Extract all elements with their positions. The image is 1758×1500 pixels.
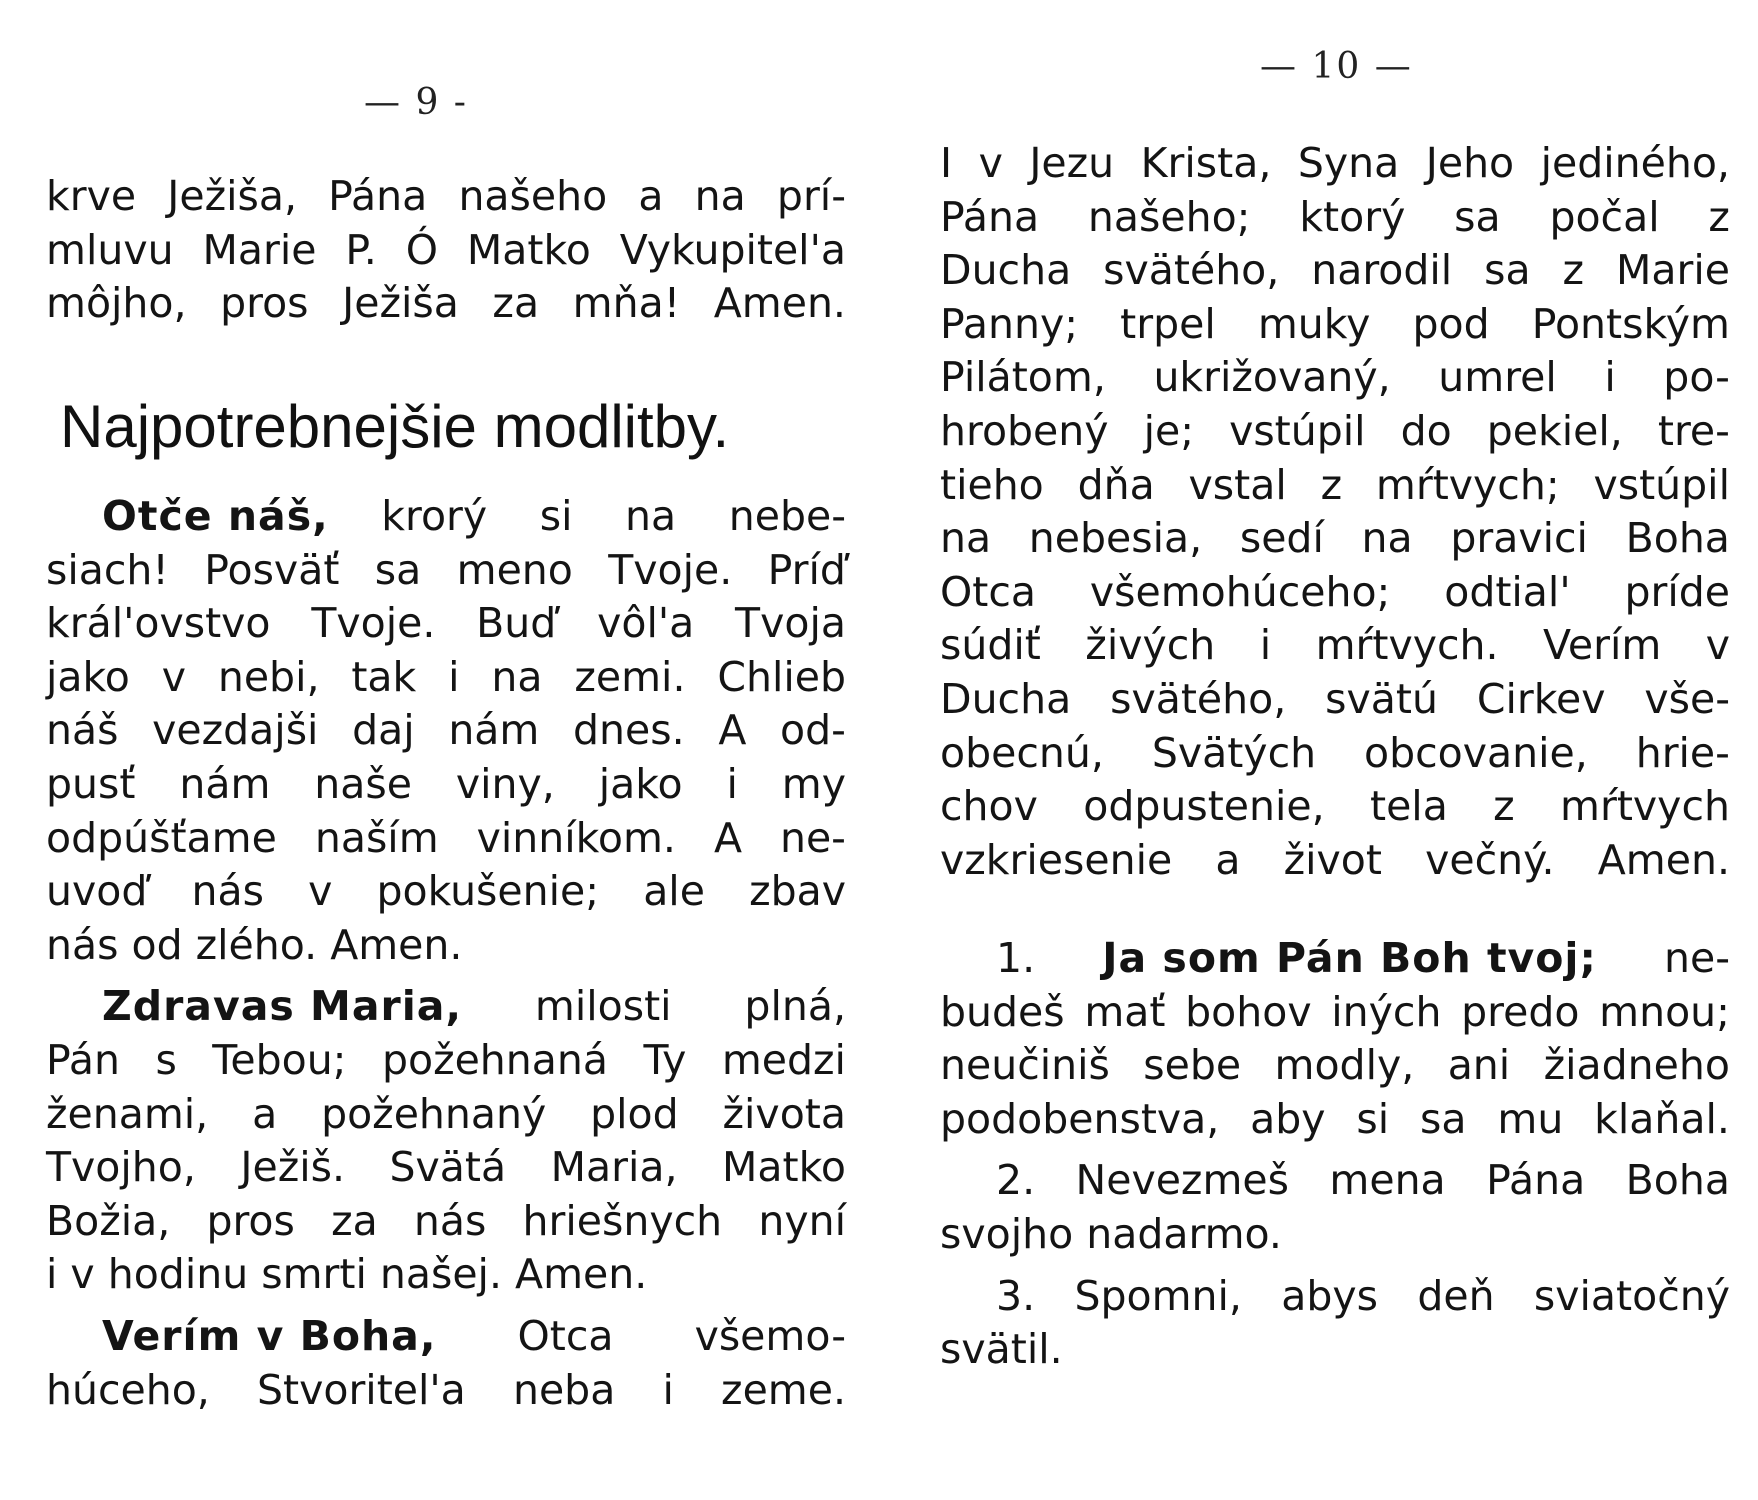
word: bohov	[1185, 987, 1312, 1036]
word: tak	[351, 652, 417, 701]
text-line	[46, 1088, 846, 1142]
word: z	[1493, 782, 1515, 831]
word: Marie	[1615, 246, 1730, 295]
paragraph-gap	[940, 1262, 1730, 1270]
word: v	[1705, 621, 1730, 670]
word: pod	[1412, 299, 1490, 348]
text-line	[46, 865, 846, 919]
word: Syna	[1297, 139, 1400, 187]
word: nebesia,	[1028, 514, 1203, 563]
word: požehnaný	[321, 1089, 547, 1138]
word: ale	[643, 867, 705, 916]
paragraph-gap	[46, 972, 846, 980]
word: svätú	[1325, 674, 1438, 723]
word: Ježiš.	[240, 1143, 346, 1192]
word: i	[662, 1365, 674, 1414]
word: budeš	[940, 987, 1065, 1036]
word: mňa!	[572, 279, 681, 328]
word: i v hodinu smrti našej. Amen.	[46, 1250, 648, 1299]
word: Pána	[940, 192, 1040, 241]
text-line	[940, 137, 1730, 191]
word: jako	[46, 652, 130, 701]
word: naše	[314, 759, 412, 808]
word: hrobený	[940, 406, 1109, 455]
text-line	[46, 544, 846, 598]
word: klaňal.	[1594, 1094, 1730, 1143]
word: neba	[512, 1365, 616, 1414]
text-line	[940, 1208, 1730, 1262]
word: Panny;	[940, 299, 1079, 348]
word: Boha	[1625, 1156, 1730, 1205]
text-line	[940, 986, 1730, 1040]
word: ktorý	[1299, 192, 1406, 241]
word: Posväť	[204, 545, 340, 594]
word: húceho,	[46, 1365, 210, 1414]
word: tre-	[1657, 406, 1730, 455]
text-line	[46, 1034, 846, 1088]
word: zeme.	[721, 1365, 846, 1414]
word: Otca	[940, 567, 1037, 616]
word: nás	[413, 1196, 487, 1245]
word: i	[448, 652, 460, 701]
word: nebe-	[728, 492, 846, 540]
word: sa	[1454, 192, 1501, 241]
word: Príď	[767, 545, 846, 594]
text-line	[940, 1039, 1730, 1093]
paragraph-gap	[46, 1302, 846, 1310]
word: Jezu	[1029, 139, 1115, 187]
word: Tvoje.	[311, 599, 436, 648]
word: vinníkom.	[476, 813, 676, 862]
word: si	[1356, 1094, 1390, 1143]
word: medzi	[721, 1035, 846, 1084]
section-title: Najpotrebnejšie modlitby.	[60, 393, 730, 460]
word: siach!	[46, 545, 169, 594]
prayer-heading: Ja som Pán Boh tvoj;	[1102, 934, 1597, 982]
word: môjho,	[46, 279, 187, 328]
word: i	[1604, 353, 1616, 402]
word: svojho nadarmo.	[940, 1209, 1282, 1258]
word: Pán	[46, 1035, 120, 1084]
word: z	[1708, 192, 1730, 241]
word: vstal	[1188, 460, 1287, 509]
heading-line	[940, 932, 1730, 986]
creed-text	[940, 137, 1730, 887]
word: mnou;	[1599, 987, 1730, 1036]
word: po-	[1663, 353, 1730, 402]
word: sa	[374, 545, 422, 594]
text-line	[940, 727, 1730, 781]
text-line	[46, 1195, 846, 1249]
word: Ježiša,	[167, 172, 297, 220]
word: Tvojho,	[46, 1143, 196, 1192]
word: života	[722, 1089, 846, 1138]
text-line	[940, 298, 1730, 352]
word: Svätých	[1151, 728, 1317, 777]
word: Ježiša	[342, 279, 459, 328]
word: Stvoritel'a	[257, 1365, 466, 1414]
word: nebi,	[217, 652, 320, 701]
word: umrel	[1438, 353, 1557, 402]
word: zbav	[749, 867, 846, 916]
word: našeho	[458, 172, 608, 220]
text-line	[940, 1154, 1730, 1208]
word: odpúšťame	[46, 813, 277, 862]
word: Ó	[405, 225, 438, 274]
word: neučiniš	[940, 1041, 1110, 1090]
word: plná,	[744, 982, 846, 1031]
word: na	[491, 652, 543, 701]
word: hriešnych	[522, 1196, 723, 1245]
word: odtial'	[1444, 567, 1571, 616]
word: Svätá	[389, 1143, 507, 1192]
word: Spomni,	[1074, 1271, 1242, 1320]
word: tela	[1370, 782, 1448, 831]
word: pokušenie;	[376, 867, 600, 916]
word: 2.	[996, 1156, 1036, 1205]
paragraph-gap	[940, 1146, 1730, 1154]
word: Pilátom,	[940, 353, 1106, 402]
word: pekiel,	[1486, 406, 1623, 455]
word: za	[331, 1196, 378, 1245]
text-line	[46, 597, 846, 651]
word: iných	[1331, 987, 1442, 1036]
word: Krista,	[1140, 139, 1272, 187]
word: Boha	[1625, 514, 1730, 563]
word: svätil.	[940, 1325, 1063, 1374]
word: muky	[1257, 299, 1371, 348]
word: pros	[220, 279, 309, 328]
text-line	[46, 812, 846, 866]
word: krve	[46, 172, 137, 220]
text-line	[46, 704, 846, 758]
word: hrie-	[1635, 728, 1730, 777]
page-number-right: — 10 —	[1260, 46, 1413, 87]
word: mať	[1084, 987, 1166, 1036]
word: a	[1215, 835, 1241, 884]
text-line	[940, 1323, 1730, 1377]
word: pusť	[46, 759, 136, 808]
text-line	[940, 566, 1730, 620]
word: vzkriesenie	[940, 835, 1173, 884]
word: Tvoja	[735, 599, 846, 648]
word: Ducha	[940, 674, 1072, 723]
word: na	[940, 514, 992, 563]
word: ne-	[1663, 934, 1730, 982]
word: uvoď	[46, 867, 148, 916]
word: 3.	[996, 1271, 1036, 1320]
text-line	[46, 919, 846, 973]
word: Ty	[643, 1035, 687, 1084]
word: našeho;	[1087, 192, 1251, 241]
text-line	[940, 405, 1730, 459]
word: a	[638, 172, 664, 220]
word: Tebou;	[212, 1035, 347, 1084]
text-line	[940, 244, 1730, 298]
word: si	[539, 492, 573, 540]
word: v	[308, 867, 333, 916]
word: ani	[1447, 1041, 1511, 1090]
word: pros	[206, 1196, 295, 1245]
word: nám	[448, 706, 540, 755]
word: plod	[590, 1089, 679, 1138]
word: podobenstva,	[940, 1094, 1220, 1143]
word: v	[978, 139, 1003, 187]
word: mena	[1329, 1156, 1446, 1205]
word: nás	[191, 867, 264, 916]
word: ukrižovaný,	[1153, 353, 1391, 402]
word: sviatočný	[1533, 1271, 1730, 1320]
word: súdiť	[940, 621, 1041, 670]
word: prí-	[776, 172, 846, 220]
word: pravici	[1450, 514, 1588, 563]
word: život	[1283, 835, 1382, 884]
word: svätého,	[1103, 246, 1280, 295]
word: Marie	[202, 225, 317, 274]
text-line	[46, 224, 846, 278]
word: mŕtvych;	[1375, 460, 1560, 509]
text-line	[940, 1093, 1730, 1147]
word: a	[252, 1089, 278, 1138]
word: meno	[456, 545, 573, 594]
word: za	[492, 279, 540, 328]
word: Cirkev	[1476, 674, 1606, 723]
word: viny,	[455, 759, 555, 808]
word: král'ovstvo	[46, 599, 271, 648]
word: žiadneho	[1543, 1041, 1730, 1090]
word: mŕtvych.	[1315, 621, 1499, 670]
word: obcovanie,	[1364, 728, 1588, 777]
word: obecnú,	[940, 728, 1104, 777]
heading-line	[46, 490, 846, 544]
heading-line	[46, 1310, 846, 1364]
page-number-left: — 9 -	[364, 82, 468, 123]
word: tieho	[940, 460, 1044, 509]
word: vôl'a	[597, 599, 695, 648]
word: ne-	[779, 813, 846, 862]
word: vstúpil	[1229, 406, 1366, 455]
word: z	[1320, 460, 1343, 509]
left-prayers	[46, 490, 846, 1417]
word: mluvu	[46, 225, 174, 274]
word: mŕtvych	[1560, 782, 1730, 831]
word: na	[694, 172, 746, 220]
text-line	[940, 834, 1730, 888]
word: Pána	[1486, 1156, 1586, 1205]
word: Vykupitel'a	[619, 225, 846, 274]
word: Božia,	[46, 1196, 171, 1245]
word: A	[718, 706, 747, 755]
word: na	[625, 492, 677, 540]
word: svätého,	[1110, 674, 1287, 723]
word: chov	[940, 782, 1038, 831]
word: deň	[1417, 1271, 1495, 1320]
word: nyní	[758, 1196, 846, 1245]
word: Amen.	[713, 279, 846, 328]
text-line	[46, 651, 846, 705]
text-line	[46, 170, 846, 224]
word: je;	[1143, 406, 1195, 455]
heading-line	[46, 980, 846, 1034]
word: Verím	[1543, 621, 1662, 670]
word: milosti	[534, 982, 672, 1031]
word: krorý	[381, 492, 488, 540]
word: Jeho	[1425, 139, 1515, 187]
word: A	[713, 813, 742, 862]
prayer-heading: Otče náš,	[102, 492, 329, 540]
word: trpel	[1120, 299, 1216, 348]
word: večný.	[1425, 835, 1555, 884]
word: dnes.	[573, 706, 685, 755]
word: mu	[1497, 1094, 1564, 1143]
left-opening-text	[46, 170, 846, 331]
word: živých	[1085, 621, 1216, 670]
word: v	[161, 652, 186, 701]
word: I	[940, 139, 953, 187]
word: P.	[345, 225, 377, 274]
word: narodil	[1311, 246, 1453, 295]
word: príde	[1624, 567, 1730, 616]
word: Matko	[466, 225, 591, 274]
word: Ducha	[940, 246, 1072, 295]
word: Pána	[328, 172, 428, 220]
word: i	[726, 759, 738, 808]
word: modly,	[1274, 1041, 1415, 1090]
word: všemohúceho;	[1089, 567, 1391, 616]
word: z	[1562, 246, 1585, 295]
word: i	[1259, 621, 1272, 670]
word: do	[1400, 406, 1452, 455]
text-line	[46, 277, 846, 331]
text-line	[940, 673, 1730, 727]
word: vezdajši	[152, 706, 319, 755]
word: požehnaná	[381, 1035, 609, 1084]
text-line	[940, 1270, 1730, 1324]
word: my	[781, 759, 846, 808]
text-line	[46, 1364, 846, 1418]
word: nám	[179, 759, 271, 808]
word: naším	[314, 813, 439, 862]
word: jediného,	[1540, 139, 1730, 187]
word: zemi.	[574, 652, 686, 701]
word: jako	[598, 759, 683, 808]
word: sebe	[1143, 1041, 1242, 1090]
word: vše-	[1644, 674, 1730, 723]
text-line	[46, 1141, 846, 1195]
word: na	[1361, 514, 1413, 563]
text-line	[940, 780, 1730, 834]
word: Chlieb	[717, 652, 846, 701]
word: aby	[1250, 1094, 1326, 1143]
text-line	[940, 459, 1730, 513]
word: Otca	[517, 1311, 614, 1360]
text-line	[940, 191, 1730, 245]
word: Nevezmeš	[1075, 1156, 1289, 1205]
word: Amen.	[1597, 835, 1730, 884]
word: počal	[1549, 192, 1660, 241]
word: všemo-	[694, 1311, 846, 1360]
word: Pontským	[1531, 299, 1730, 348]
commandments-list	[940, 932, 1730, 1377]
prayer-heading: Verím v Boha,	[102, 1311, 437, 1360]
word: Maria,	[550, 1143, 678, 1192]
text-line	[940, 619, 1730, 673]
word: predo	[1461, 987, 1580, 1036]
word: Tvoje.	[608, 545, 733, 594]
item-number: 1.	[996, 934, 1036, 982]
word: nás od zlého. Amen.	[46, 920, 463, 969]
text-line	[46, 1248, 846, 1302]
text-line	[46, 758, 846, 812]
word: ženami,	[46, 1089, 209, 1138]
word: sedí	[1239, 514, 1324, 563]
prayer-heading: Zdravas Maria,	[102, 982, 463, 1031]
text-line	[940, 351, 1730, 405]
word: odpustenie,	[1083, 782, 1325, 831]
word: náš	[46, 706, 119, 755]
word: Buď	[476, 599, 557, 648]
word: od-	[780, 706, 846, 755]
word: sa	[1484, 246, 1531, 295]
word: sa	[1420, 1094, 1467, 1143]
word: abys	[1281, 1271, 1379, 1320]
word: vstúpil	[1593, 460, 1730, 509]
word: Matko	[722, 1143, 846, 1192]
word: daj	[352, 706, 415, 755]
text-line	[940, 512, 1730, 566]
word: s	[155, 1035, 177, 1084]
word: dňa	[1077, 460, 1155, 509]
